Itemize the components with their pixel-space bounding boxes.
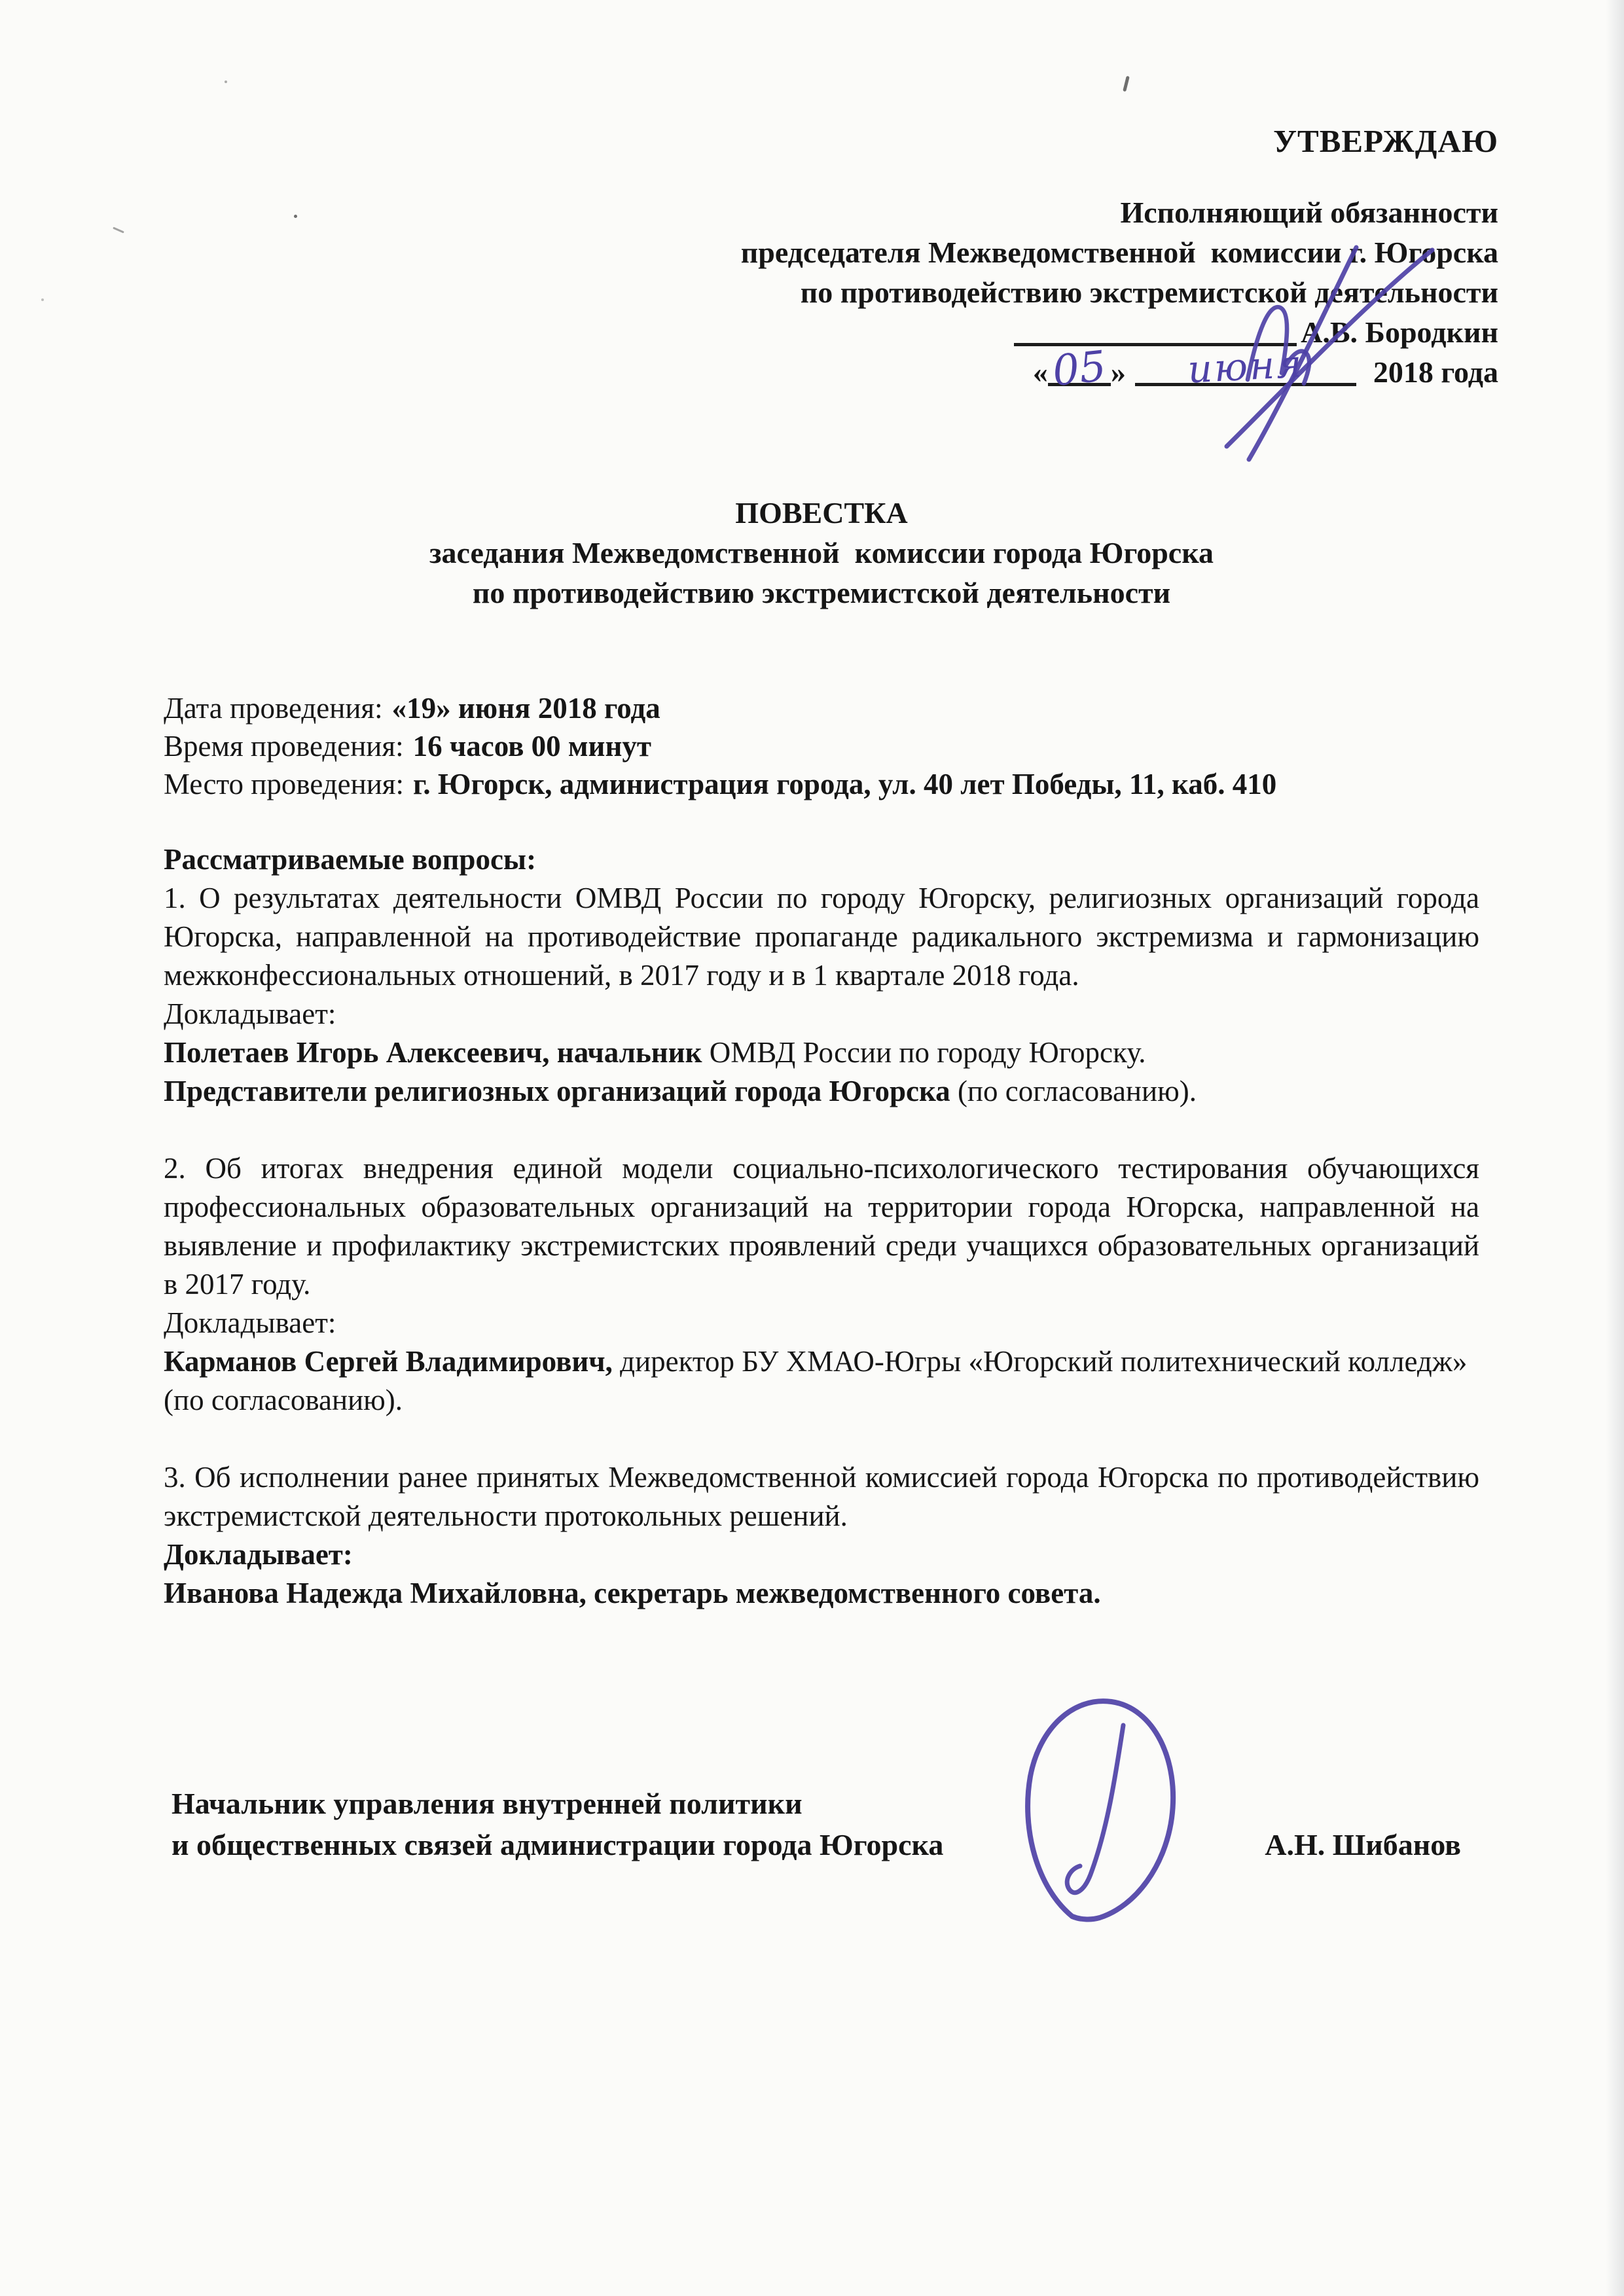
- approval-signatory-name: А.В. Бородкин: [1301, 315, 1498, 349]
- speaker-name: Иванова Надежда Михайловна, секретарь межведомственного совета.: [164, 1577, 1101, 1609]
- footer-position-line-2: и общественных связей администрации города Югорска: [171, 1828, 944, 1861]
- approval-line-2: председателя Межведомственной комиссии г. Югорска: [740, 236, 1498, 269]
- meeting-info-block: [164, 689, 1276, 803]
- agenda-block: [164, 840, 1479, 1613]
- agenda-item-1-speaker-label: Докладывает:: [164, 997, 336, 1030]
- meeting-time-label: Время проведения:: [164, 730, 404, 762]
- meeting-date-value: «19» июня 2018 года: [391, 692, 660, 725]
- approval-line-3: по противодействию экстремистской деятельности: [800, 276, 1498, 309]
- blank-line-spacer: [164, 1111, 1479, 1149]
- agenda-item-1-speaker-1: [164, 1033, 1479, 1072]
- speaker-role: директор БУ ХМАО-Югры «Югорский политехнический колледж» (по согласованию).: [164, 1345, 1468, 1416]
- agenda-item-1: [164, 879, 1479, 1111]
- speaker-name: Карманов Сергей Владимирович,: [164, 1345, 613, 1378]
- title-line-2: заседания Межведомственной комиссии города Югорска: [429, 536, 1214, 569]
- scan-speck: [113, 226, 124, 233]
- meeting-time-value: 16 часов 00 минут: [412, 730, 651, 762]
- meeting-time-row: [164, 727, 1276, 765]
- approval-line-1: Исполняющий обязанности: [1120, 196, 1498, 229]
- approval-date-row: [741, 341, 1498, 397]
- speaker-name: Полетаев Игорь Алексеевич, начальник: [164, 1036, 702, 1069]
- scan-speck: [1123, 76, 1130, 92]
- speaker-role: (по согласованию).: [950, 1075, 1197, 1107]
- agenda-item-2-speaker-1: [164, 1342, 1479, 1420]
- meeting-place-row: [164, 765, 1276, 803]
- scan-speck: [294, 215, 297, 218]
- agenda-item-3-speaker-1: [164, 1574, 1479, 1613]
- approval-block: [740, 121, 1498, 397]
- footer-position-line-1: Начальник управления внутренней политики: [171, 1787, 803, 1820]
- agenda-item-1-text: 1. О результатах деятельности ОМВД России по городу Югорску, религиозных организаций города Югорска, направленной на противодействие пропаганде радикального экстремизма и гармонизацию межконфессиональных отношений, в 2017 году и в 1 квартале 2018 года.: [164, 882, 1479, 992]
- agenda-heading: Рассматриваемые вопросы:: [164, 843, 537, 876]
- speaker-role: ОМВД России по городу Югорску.: [702, 1036, 1146, 1069]
- day-underline: [1048, 342, 1111, 397]
- meeting-place-value: г. Югорск, администрация города, ул. 40 лет Победы, 11, каб. 410: [413, 768, 1277, 800]
- handwritten-month: июня: [1186, 341, 1305, 392]
- agenda-item-3-text: 3. Об исполнении ранее принятых Межведомственной комиссией города Югорска по противодействию экстремистской деятельности протокольных решений.: [164, 1461, 1479, 1532]
- signature-blank-line: [1014, 317, 1297, 346]
- speaker-name: Представители религиозных организаций города Югорска: [164, 1075, 950, 1107]
- quote-close: »: [1110, 355, 1126, 389]
- document-title-block: [164, 493, 1479, 613]
- meeting-date-label: Дата проведения:: [164, 692, 383, 725]
- quote-open: «: [1032, 355, 1048, 389]
- approval-signature-row: [741, 312, 1498, 352]
- meeting-date-row: [164, 689, 1276, 727]
- agenda-item-3-speaker-label: Докладывает:: [164, 1538, 353, 1571]
- meeting-place-label: Место проведения:: [164, 768, 404, 800]
- title-line-3: по противодействию экстремистской деятельности: [472, 576, 1171, 609]
- agenda-item-2-text: 2. Об итогах внедрения единой модели социально-психологического тестирования обучающихся профессиональных образовательных организаций на территории города Югорска, направленной на выявление и профилактику экстремистских проявлений среди учащихся образовательных организаций в 2017 году.: [164, 1152, 1479, 1300]
- scan-speck: [225, 81, 227, 83]
- scan-speck: [41, 298, 44, 301]
- agenda-item-2-speaker-label: Докладывает:: [164, 1306, 336, 1339]
- footer-block: [171, 1783, 1479, 1865]
- page-title: ПОВЕСТКА: [735, 496, 908, 529]
- agenda-item-2: [164, 1149, 1479, 1420]
- footer-signatory-name: А.Н. Шибанов: [1265, 1828, 1461, 1861]
- approval-year: 2018 года: [1373, 355, 1498, 389]
- month-underline: [1135, 341, 1356, 392]
- agenda-item-3: [164, 1458, 1479, 1613]
- agenda-item-1-speaker-2: [164, 1072, 1479, 1111]
- blank-line-spacer: [164, 1420, 1479, 1458]
- approval-heading: УТВЕРЖДАЮ: [1273, 123, 1498, 159]
- handwritten-day: 05: [1050, 342, 1109, 397]
